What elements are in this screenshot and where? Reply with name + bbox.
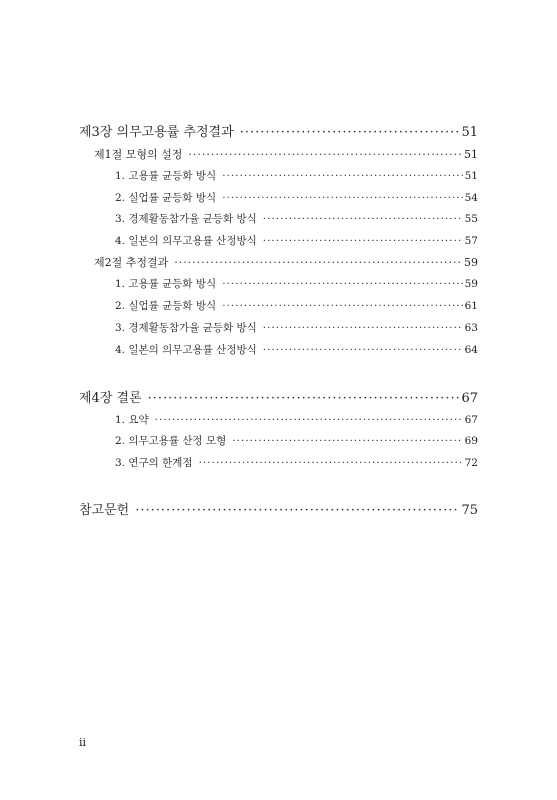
toc-page-number: 63 <box>464 322 478 334</box>
toc-item-title: 2. 실업률 균등화 방식 <box>115 192 217 204</box>
toc-page-number: 51 <box>461 125 478 140</box>
leader-dots <box>263 235 463 247</box>
toc-page-number: 55 <box>464 213 478 225</box>
toc-page-number: 57 <box>464 235 478 247</box>
footer-page-number: ii <box>79 736 87 749</box>
toc-page-number: 75 <box>461 503 478 518</box>
toc-item-title: 3. 경제활동참가율 균등화 방식 <box>115 213 257 225</box>
toc-chapter-3[interactable] <box>79 121 478 140</box>
leader-dots <box>263 322 463 334</box>
toc-item-title: 3. 경제활동참가율 균등화 방식 <box>115 322 257 334</box>
leader-dots <box>174 256 462 269</box>
toc-item[interactable] <box>115 298 478 313</box>
toc-page-number: 69 <box>464 435 478 447</box>
toc-references[interactable] <box>79 499 478 518</box>
toc-item-title: 1. 요약 <box>115 414 149 426</box>
leader-dots <box>222 170 462 182</box>
toc-section-2[interactable] <box>94 254 478 270</box>
toc-chapter-title: 제3장 의무고용률 추정결과 <box>79 125 234 140</box>
toc-item-title: 4. 일본의 의무고용률 산정방식 <box>115 344 257 356</box>
toc-page-number: 64 <box>464 344 478 356</box>
toc-page-number: 61 <box>464 300 478 312</box>
toc-page-number: 67 <box>464 414 478 426</box>
leader-dots <box>263 344 463 356</box>
toc-item-title: 2. 의무고용률 산정 모형 <box>115 435 227 447</box>
toc-item[interactable] <box>115 190 478 205</box>
toc-item[interactable] <box>115 433 478 448</box>
leader-dots <box>222 192 462 204</box>
leader-dots <box>222 300 462 312</box>
toc-item-title: 2. 실업률 균등화 방식 <box>115 300 217 312</box>
toc-item-title: 3. 연구의 한계점 <box>115 457 193 469</box>
toc-page-number: 67 <box>461 391 478 406</box>
leader-dots <box>263 213 463 225</box>
leader-dots <box>155 414 463 426</box>
toc-item[interactable] <box>115 455 478 470</box>
toc-item[interactable] <box>115 211 478 226</box>
toc-item[interactable] <box>115 412 478 427</box>
toc-page-number: 54 <box>464 192 478 204</box>
toc-item-title: 1. 고용률 균등화 방식 <box>115 170 217 182</box>
toc-item[interactable] <box>115 168 478 183</box>
toc-page-number: 72 <box>464 457 478 469</box>
leader-dots <box>188 148 462 161</box>
toc-chapter-title: 참고문헌 <box>79 503 130 518</box>
toc-chapter-title: 제4장 결론 <box>79 391 142 406</box>
toc-chapter-4[interactable] <box>79 387 478 406</box>
leader-dots <box>135 503 459 518</box>
leader-dots <box>222 278 462 290</box>
toc-page-number: 51 <box>464 170 478 182</box>
toc-item[interactable] <box>115 342 478 357</box>
toc-item-title: 1. 고용률 균등화 방식 <box>115 278 217 290</box>
toc-page-number: 59 <box>464 256 478 269</box>
toc-page-number: 51 <box>464 148 478 161</box>
toc-item[interactable] <box>115 233 478 248</box>
toc-page-number: 59 <box>464 278 478 290</box>
leader-dots <box>148 391 460 406</box>
toc-item[interactable] <box>115 276 478 291</box>
leader-dots <box>232 435 462 447</box>
leader-dots <box>199 457 463 469</box>
toc-item[interactable] <box>115 320 478 335</box>
toc-section-1[interactable] <box>94 146 478 162</box>
toc-section-title: 제1절 모형의 설정 <box>94 148 183 161</box>
toc-item-title: 4. 일본의 의무고용률 산정방식 <box>115 235 257 247</box>
toc-section-title: 제2절 추정결과 <box>94 256 169 269</box>
leader-dots <box>240 125 460 140</box>
